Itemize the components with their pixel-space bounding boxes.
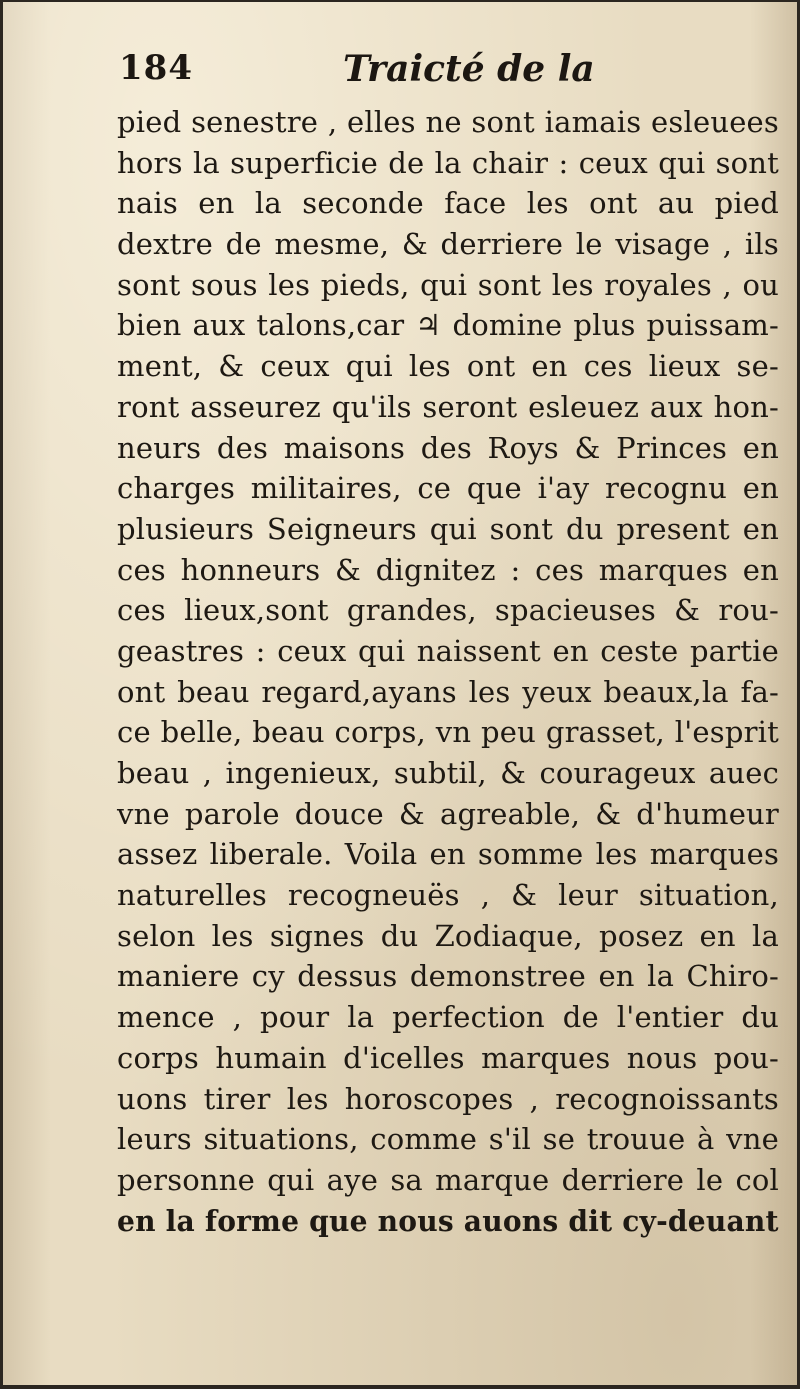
text-line: plusieurs Seigneurs qui sont du present en xyxy=(117,511,779,546)
body-text xyxy=(117,102,797,1241)
text-line: en la forme que nous auons dit cy-deuant xyxy=(117,1203,779,1238)
text-line: charges militaires, ce que i'ay recognu en xyxy=(117,471,780,506)
text-line: ces lieux,sont grandes, spacieuses & rou- xyxy=(117,593,779,628)
text-line: geastres : ceux qui naissent en ceste partie xyxy=(117,633,780,668)
text-line: naturelles recogneuës , & leur situation, xyxy=(117,878,779,913)
text-line: ce belle, beau corps, vn peu grasset, l'esprit xyxy=(117,715,779,750)
text-line: personne qui aye sa marque derriere le col xyxy=(117,1162,780,1197)
text-line: neurs des maisons des Roys & Princes en xyxy=(117,430,779,465)
text-line: beau , ingenieux, subtil, & courageux auec xyxy=(117,756,780,790)
text-line: pied senestre , elles ne sont iamais esleuees xyxy=(117,105,779,139)
text-line: corps humain d'icelles marques nous pou- xyxy=(117,1040,779,1075)
text-line: ces honneurs & dignitez : ces marques en xyxy=(117,552,780,587)
text-line: dextre de mesme, & derriere le visage , ils xyxy=(117,227,779,262)
text-line: vne parole douce & agreable, & d'humeur xyxy=(117,796,779,831)
text-line: ront asseurez qu'ils seront esleuez aux hon- xyxy=(117,389,779,424)
text-line: mence , pour la perfection de l'entier du xyxy=(117,1000,779,1035)
text-line: nais en la seconde face les ont au pied xyxy=(117,186,779,221)
text-line: ont beau regard,ayans les yeux beaux,la fa- xyxy=(117,674,779,709)
page-number: 184 xyxy=(119,48,193,88)
running-head: Traicté de la xyxy=(343,48,595,90)
text-line: maniere cy dessus demonstree en la Chiro- xyxy=(117,959,779,994)
page-header xyxy=(3,46,797,106)
text-line: assez liberale. Voila en somme les marques xyxy=(117,837,780,872)
text-line: uons tirer les horoscopes , recognoissants xyxy=(117,1081,780,1116)
text-line: bien aux talons,car ♃ domine plus puissam- xyxy=(117,308,780,343)
text-line: sont sous les pieds, qui sont les royales , ou xyxy=(117,267,779,302)
text-line: leurs situations, comme s'il se trouue à vne xyxy=(117,1122,779,1157)
text-line: selon les signes du Zodiaque, posez en la xyxy=(117,918,779,953)
text-line: hors la superficie de la chair : ceux qui sont xyxy=(117,145,780,180)
text-line: ment, & ceux qui les ont en ces lieux se- xyxy=(117,349,779,384)
book-page xyxy=(3,2,797,1385)
